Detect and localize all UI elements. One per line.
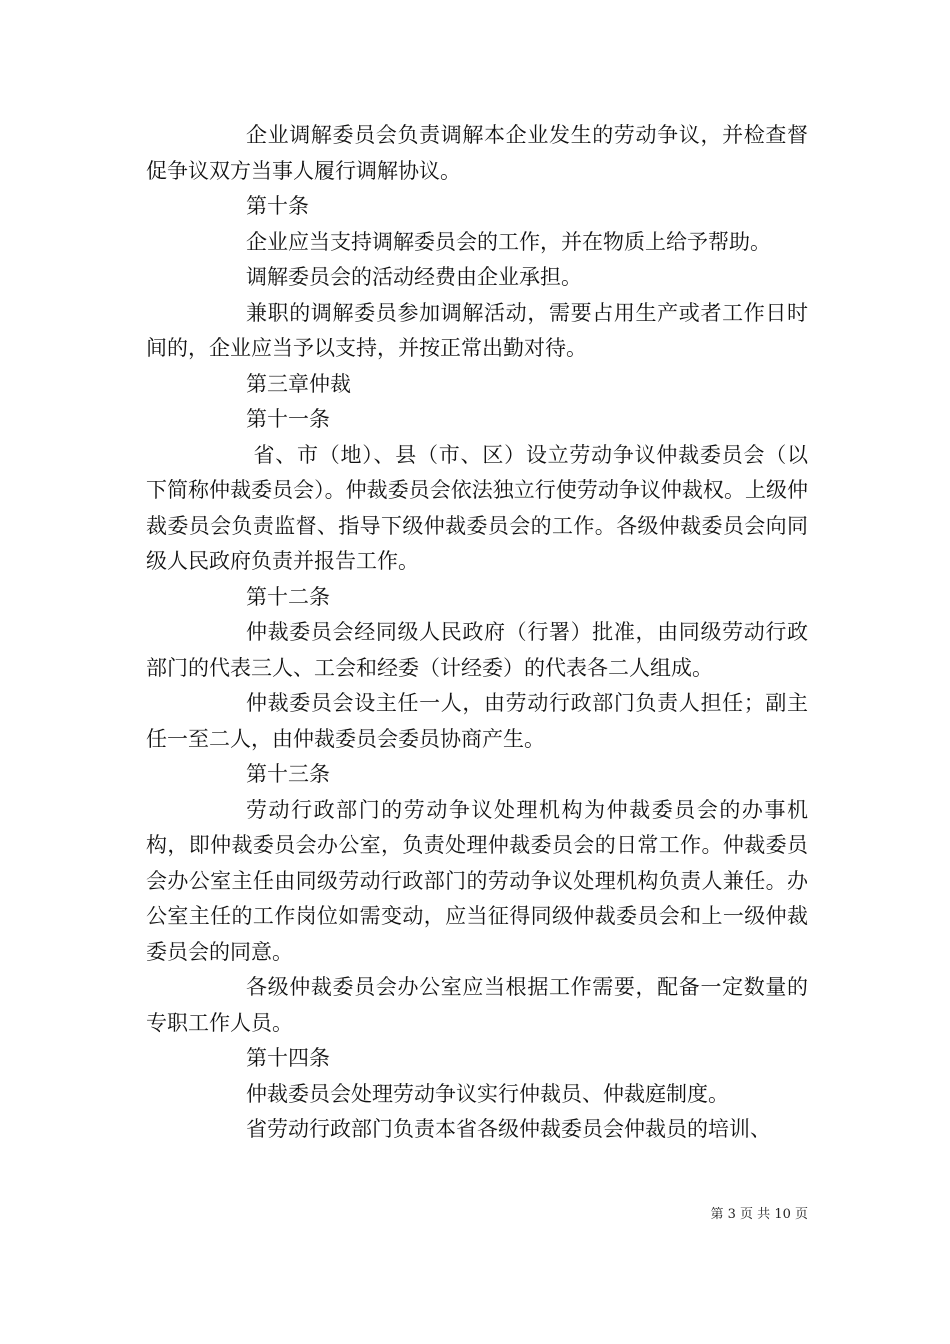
paragraph: 仲裁委员会设主任一人，由劳动行政部门负责人担任；副主任一至二人，由仲裁委员会委员协商产生。	[146, 691, 808, 751]
paragraph: 省、市（地）、县（市、区）设立劳动争议仲裁委员会（以下简称仲裁委员会）。仲裁委员会依法独立行使劳动争议仲裁权。上级仲裁委员会负责监督、指导下级仲裁委员会的工作。各级仲裁委员会向同级人民政府负责并报告工作。	[146, 442, 808, 573]
article-heading: 第十二条	[246, 584, 330, 609]
article-heading: 第十四条	[246, 1046, 330, 1070]
article-heading: 第十三条	[246, 762, 330, 786]
paragraph: 调解委员会的活动经费由企业承担。	[246, 265, 582, 289]
article-heading: 第十一条	[246, 407, 330, 431]
paragraph: 仲裁委员会经同级人民政府（行署）批准，由同级劳动行政部门的代表三人、工会和经委（计经委）的代表各二人组成。	[146, 620, 808, 680]
chapter-heading: 第三章仲裁	[246, 371, 351, 396]
paragraph: 劳动行政部门的劳动争议处理机构为仲裁委员会的办事机构，即仲裁委员会办公室，负责处理仲裁委员会的日常工作。仲裁委员会办公室主任由同级劳动行政部门的劳动争议处理机构负责人兼任。办公室主任的工作岗位如需变动，应当征得同级仲裁委员会和上一级仲裁委员会的同意。	[146, 797, 808, 964]
paragraph: 仲裁委员会处理劳动争议实行仲裁员、仲裁庭制度。	[246, 1081, 729, 1106]
paragraph: 省劳动行政部门负责本省各级仲裁委员会仲裁员的培训、	[246, 1117, 771, 1141]
paragraph: 兼职的调解委员参加调解活动，需要占用生产或者工作日时间的，企业应当予以支持，并按正常出勤对待。	[146, 300, 808, 360]
page-number: 第 3 页 共 10 页	[710, 1207, 808, 1222]
paragraph: 企业调解委员会负责调解本企业发生的劳动争议，并检查督促争议双方当事人履行调解协议。	[146, 123, 808, 183]
paragraph: 企业应当支持调解委员会的工作，并在物质上给予帮助。	[246, 229, 771, 254]
paragraph: 各级仲裁委员会办公室应当根据工作需要，配备一定数量的专职工作人员。	[146, 975, 808, 1035]
article-heading: 第十条	[246, 194, 309, 218]
document-body	[146, 118, 808, 1148]
